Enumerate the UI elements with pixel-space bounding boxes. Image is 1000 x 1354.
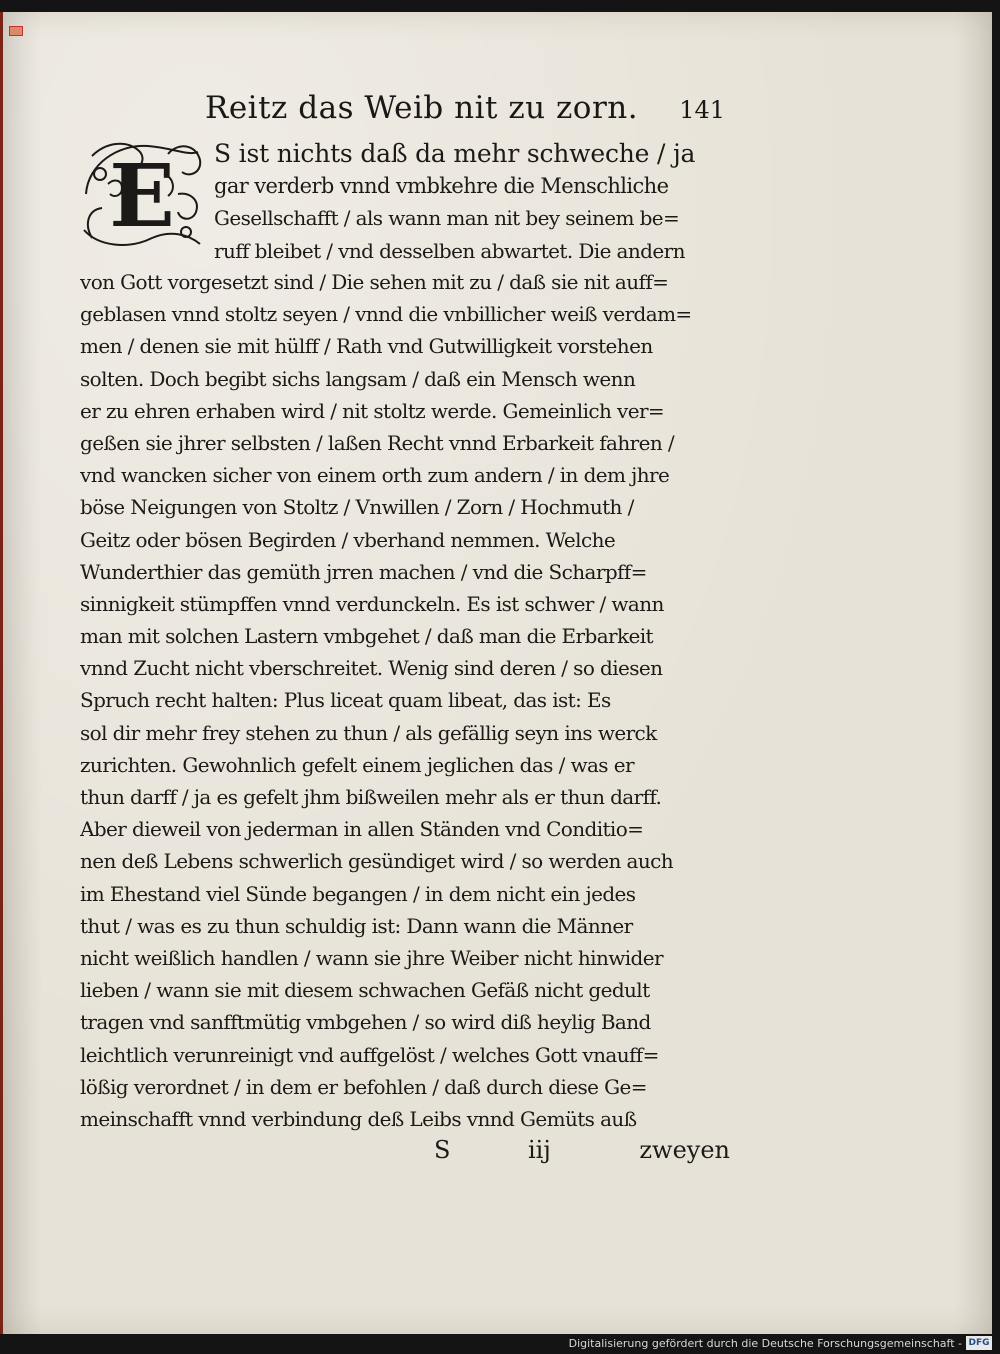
text-line: nen deß Lebens schwerlich gesündiget wird / so werden auch bbox=[80, 849, 674, 874]
text-line: von Gott vorgesetzt sind / Die sehen mit zu / daß sie nit auff= bbox=[80, 270, 669, 294]
text-line: sinnigkeit stümpffen vnnd verdunckeln. Es ist schwer / wann bbox=[80, 591, 664, 616]
text-line: zurichten. Gewohnlich gefelt einem jeglichen das / was er bbox=[80, 752, 634, 777]
page-number: 141 bbox=[679, 96, 725, 124]
text-line: böse Neigungen von Stoltz / Vnwillen / Zorn / Hochmuth / bbox=[80, 495, 634, 520]
body-text bbox=[80, 266, 730, 1135]
text-line: Gesellschafft / als wann man nit bey seinem be= bbox=[214, 206, 680, 231]
text-line: leichtlich verunreinigt vnd auffgelöst / welches Gott vnauff= bbox=[80, 1042, 659, 1067]
text-line: thut / was es zu thun schuldig ist: Dann wann die Männer bbox=[80, 913, 633, 938]
digitization-credit: Digitalisierung gefördert durch die Deutsche Forschungsgemeinschaft - bbox=[568, 1337, 962, 1350]
text-line: solten. Doch begibt sichs langsam / daß ein Mensch wenn bbox=[80, 366, 636, 391]
text-line: meinschafft vnnd verbindung deß Leibs vnnd Gemüts auß bbox=[80, 1106, 637, 1131]
text-line: thun darff / ja es gefelt jhm bißweilen mehr als er thun darff. bbox=[80, 785, 662, 809]
text-line: lieben / wann sie mit diesem schwachen Gefäß nicht gedult bbox=[80, 978, 650, 1003]
text-line: lößig verordnet / in dem er befohlen / daß durch diese Ge= bbox=[80, 1074, 647, 1099]
decorated-initial bbox=[78, 134, 206, 254]
running-header bbox=[205, 90, 725, 130]
catchword: zweyen bbox=[639, 1136, 730, 1164]
text-line: geblasen vnnd stoltz seyen / vnnd die vnbillicher weiß verdam= bbox=[80, 302, 692, 327]
signature-letter: S bbox=[434, 1136, 451, 1164]
text-line: geßen sie jhrer selbsten / laßen Recht vnnd Erbarkeit fahren / bbox=[80, 430, 675, 455]
text-line: gar verderb vnnd vmbkehre die Menschliche bbox=[214, 174, 669, 199]
text-line: im Ehestand viel Sünde begangen / in dem nicht ein jedes bbox=[80, 881, 636, 906]
text-line: tragen vnd sanfftmütig vmbgehen / so wird diß heylig Band bbox=[80, 1010, 651, 1035]
text-line: Aber dieweil von jederman in allen Ständen vnd Conditio= bbox=[80, 817, 644, 842]
text-line: Wunderthier das gemüth jrren machen / vnd die Scharpff= bbox=[80, 559, 647, 584]
text-line: er zu ehren erhaben wird / nit stoltz werde. Gemeinlich ver= bbox=[80, 398, 665, 423]
text-line: nicht weißlich handlen / wann sie jhre Weiber nicht hinwider bbox=[80, 945, 663, 970]
text-line: S ist nichts daß da mehr schweche / ja bbox=[214, 139, 696, 168]
running-title: Reitz das Weib nit zu zorn. bbox=[205, 90, 639, 126]
page-footer bbox=[80, 1136, 730, 1172]
dfg-logo: DFG bbox=[966, 1336, 992, 1350]
svg-text:E: E bbox=[109, 146, 175, 247]
text-line: men / denen sie mit hülff / Rath vnd Gutwilligkeit vorstehen bbox=[80, 334, 653, 359]
text-line: Spruch recht halten: Plus liceat quam libeat, das ist: Es bbox=[80, 688, 611, 713]
text-line: man mit solchen Lastern vmbgehet / daß man die Erbarkeit bbox=[80, 624, 653, 649]
ribbon-mark bbox=[9, 26, 23, 36]
text-line: ruff bleibet / vnd desselben abwartet. Die andern bbox=[214, 238, 685, 263]
initial-ornament-icon bbox=[78, 134, 206, 254]
text-line: vnnd Zucht nicht vberschreitet. Wenig sind deren / so diesen bbox=[80, 656, 663, 681]
first-paragraph-lines bbox=[214, 138, 729, 267]
text-line: vnd wancken sicher von einem orth zum andern / in dem jhre bbox=[80, 463, 670, 488]
signature-number: iij bbox=[528, 1136, 551, 1164]
text-line: sol dir mehr frey stehen zu thun / als gefällig seyn ins werck bbox=[80, 720, 657, 745]
text-line: Geitz oder bösen Begirden / vberhand nemmen. Welche bbox=[80, 527, 616, 552]
